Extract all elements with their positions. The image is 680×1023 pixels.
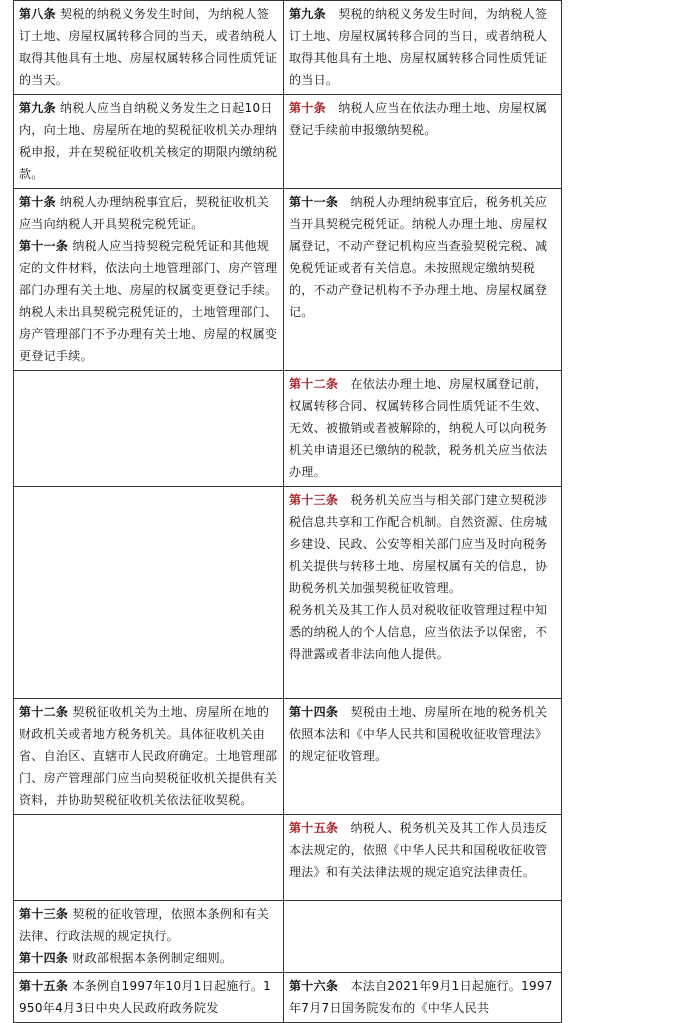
article-paragraph [289, 599, 557, 665]
article-paragraph [289, 191, 557, 323]
old-law-cell [14, 189, 284, 371]
new-law-cell [284, 1, 562, 95]
article-number: 第十四条 [19, 951, 69, 965]
article-paragraph [19, 975, 279, 1019]
article-number: 第十条 [19, 195, 56, 209]
new-law-cell [284, 95, 562, 189]
table-row [14, 815, 562, 901]
comparison-table [13, 0, 562, 1023]
article-text: 财政部根据本条例制定细则。 [68, 951, 233, 965]
new-law-cell [284, 487, 562, 699]
article-text: 本法自2021年9月1日起施行。1997年7月7日国务院发布的《中华人民共 [289, 979, 553, 1015]
article-text: 本条例自1997年10月1日起施行。1950年4月3日中央人民政府政务院发 [19, 979, 272, 1015]
article-text: 纳税人、税务机关及其工作人员违反本法规定的，依照《中华人民共和国税收征收管理法》和有关法律法规的规定追究法律责任。 [289, 821, 548, 879]
table-row [14, 1, 562, 95]
article-paragraph [19, 701, 279, 811]
article-text: 纳税人应当自纳税义务发生之日起10日内，向土地、房屋所在地的契税征收机关办理纳税申报，并在契税征收机关核定的期限内缴纳税款。 [19, 101, 278, 181]
old-law-cell-empty [14, 815, 284, 901]
article-paragraph [289, 701, 557, 767]
article-number: 第十三条 [289, 493, 339, 507]
article-number: 第九条 [289, 7, 326, 21]
old-law-cell-empty [14, 487, 284, 699]
article-paragraph [289, 373, 557, 483]
old-law-cell [14, 901, 284, 973]
article-text: 税务机关及其工作人员对税收征收管理过程中知悉的纳税人的个人信息，应当依法予以保密，不得泄露或者非法向他人提供。 [289, 603, 548, 661]
article-text: 纳税人应当持契税完税凭证和其他规定的文件材料，依法向土地管理部门、房产管理部门办理有关土地、房屋的权属变更登记手续。纳税人未出具契税完税凭证的，土地管理部门、房产管理部门不予办理有关土地、房屋的权属变更登记手续。 [19, 239, 278, 363]
article-text: 契税的纳税义务发生时间，为纳税人签订土地、房屋权属转移合同的当日，或者纳税人取得其他具有土地、房屋权属转移合同性质凭证的当日。 [289, 7, 548, 87]
article-text: 契税的纳税义务发生时间，为纳税人签订土地、房屋权属转移合同的当天，或者纳税人取得其他具有土地、房屋权属转移合同性质凭证的当天。 [19, 7, 278, 87]
article-number: 第十三条 [19, 907, 69, 921]
article-number: 第九条 [19, 101, 56, 115]
old-law-cell-empty [14, 371, 284, 487]
article-text: 在依法办理土地、房屋权属登记前，权属转移合同、权属转移合同性质凭证不生效、无效、被撤销或者被解除的，纳税人可以向税务机关申请退还已缴纳的税款，税务机关应当依法办理。 [289, 377, 548, 479]
article-paragraph [19, 3, 279, 91]
table-row [14, 699, 562, 815]
article-paragraph [289, 817, 557, 883]
article-text: 税务机关应当与相关部门建立契税涉税信息共享和工作配合机制。自然资源、住房城乡建设、民政、公安等相关部门应当及时向税务机关提供与转移土地、房屋权属有关的信息，协助税务机关加强契税征收管理。 [289, 493, 548, 595]
old-law-cell [14, 95, 284, 189]
article-number: 第十条 [289, 101, 326, 115]
article-number: 第十二条 [19, 705, 69, 719]
article-text: 纳税人应当在依法办理土地、房屋权属登记手续前申报缴纳契税。 [289, 101, 548, 137]
new-law-cell [284, 815, 562, 901]
article-text: 契税由土地、房屋所在地的税务机关依照本法和《中华人民共和国税收征收管理法》的规定征收管理。 [289, 705, 548, 763]
table-row [14, 901, 562, 973]
article-paragraph [289, 3, 557, 91]
article-text: 契税征收机关为土地、房屋所在地的财政机关或者地方税务机关。具体征收机关由省、自治区、直辖市人民政府确定。土地管理部门、房产管理部门应当向契税征收机关提供有关资料，并协助契税征收机关依法征收契税。 [19, 705, 278, 807]
new-law-cell [284, 371, 562, 487]
new-law-cell-empty [284, 901, 562, 973]
table-row [14, 189, 562, 371]
article-paragraph [289, 489, 557, 599]
article-paragraph [19, 191, 279, 235]
article-paragraph [19, 947, 279, 969]
new-law-cell [284, 189, 562, 371]
old-law-cell [14, 1, 284, 95]
article-number: 第十一条 [289, 195, 339, 209]
article-number: 第十五条 [289, 821, 339, 835]
table-row [14, 95, 562, 189]
table-row [14, 973, 562, 1023]
article-number: 第十五条 [19, 979, 69, 993]
old-law-cell [14, 973, 284, 1023]
article-paragraph [289, 975, 557, 1019]
article-paragraph [19, 235, 279, 367]
article-number: 第十一条 [19, 239, 69, 253]
new-law-cell [284, 973, 562, 1023]
article-paragraph [19, 903, 279, 947]
article-number: 第十六条 [289, 979, 339, 993]
table-row [14, 371, 562, 487]
old-law-cell [14, 699, 284, 815]
article-number: 第十二条 [289, 377, 339, 391]
article-number: 第十四条 [289, 705, 339, 719]
table-row [14, 487, 562, 699]
article-text: 纳税人办理纳税事宜后，税务机关应当开具契税完税凭证。纳税人办理土地、房屋权属登记，不动产登记机构应当查验契税完税、减免税凭证或者有关信息。未按照规定缴纳契税的，不动产登记机构不予办理土地、房屋权属登记。 [289, 195, 548, 319]
article-text: 纳税人办理纳税事宜后，契税征收机关应当向纳税人开具契税完税凭证。 [19, 195, 270, 231]
article-number: 第八条 [19, 7, 56, 21]
article-paragraph [19, 97, 279, 185]
article-paragraph [289, 97, 557, 141]
new-law-cell [284, 699, 562, 815]
article-text: 契税的征收管理，依照本条例和有关法律、行政法规的规定执行。 [19, 907, 270, 943]
